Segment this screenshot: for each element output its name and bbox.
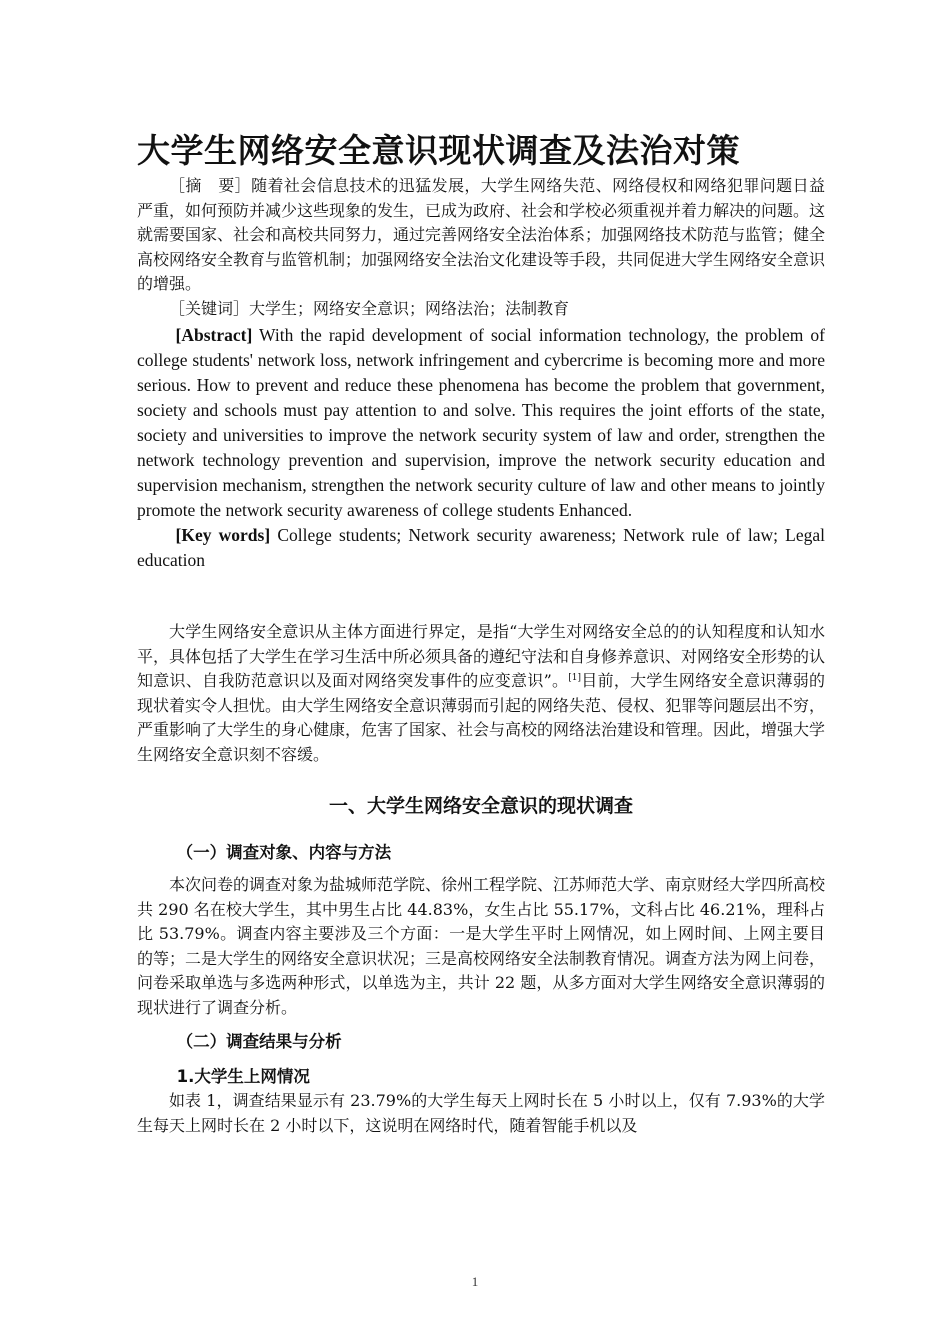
keywords-cn-label: ［关键词］: [169, 298, 250, 318]
paper-title: 大学生网络安全意识现状调查及法治对策: [137, 131, 740, 170]
subsection-heading-1: （一）调查对象、内容与方法: [176, 843, 392, 862]
abstract-cn: [137, 174, 825, 297]
item-1-paragraph: 如表 1，调查结果显示有 23.79%的大学生每天上网时长在 5 小时以上，仅有 7.93%的大学生每天上网时长在 2 小时以下，这说明在网络时代，随着智能手机以及: [137, 1091, 825, 1135]
citation-ref: [1]: [568, 673, 582, 683]
abstract-en: [137, 323, 825, 523]
intro-paragraph: [137, 620, 825, 767]
intro-text-part1: 大学生网络安全意识从主体方面进行界定，是指“大学生对网络安全总的的认知程度和认知水平，具体包括了大学生在学习生活中所必须具备的遵纪守法和自身修养意识、对网络安全形势的认知意识、自我防范意识以及面对网络突发事件的应变意识”。: [137, 622, 826, 690]
abstract-cn-label: ［摘 要］: [169, 176, 252, 195]
keywords-en-label: [Key words]: [175, 525, 271, 545]
subsection-1-paragraph: 本次问卷的调查对象为盐城师范学院、徐州工程学院、江苏师范大学、南京财经大学四所高校共 290 名在校大学生，其中男生占比 44.83%，女生占比 55.17%，文科占比 46.21%，理科占比 53.79%。调查内容主要涉及三个方面：一是大学生平时上网情况，如上网时间、上网主要目的等；二是大学生的网络安全意识状况；三是高校网络安全法制教育情况。调查方法为网上问卷，问卷采取单选与多选两种形式，以单选为主，共计 22 题，从多方面对大学生网络安全意识薄弱的现状进行了调查分析。: [137, 875, 826, 1017]
spacer: [137, 573, 825, 620]
keywords-cn-text: 大学生；网络安全意识；网络法治；法制教育: [249, 298, 570, 318]
keywords-cn: [137, 297, 825, 322]
abstract-en-label: [Abstract]: [175, 325, 253, 345]
document-page: [137, 128, 825, 1138]
page-number: 1: [471, 1274, 479, 1289]
subsection-heading-2: （二）调查结果与分析: [176, 1032, 342, 1051]
item-heading-1: 1.大学生上网情况: [176, 1067, 310, 1086]
keywords-en: [137, 523, 825, 573]
abstract-en-text: With the rapid development of social information technology, the problem of college students' network loss, network infringement and cybercrime is becoming more and more serious. How to prevent and reduce these phenomena has become the problem that government, society and schools must pay attention to and solve. This requires the joint efforts of the state, society and universities to improve the network security system of law and order, strengthen the network technology prevention and supervision, improve the network security education and supervision mechanism, strengthen the network security culture of law and other means to jointly promote the network security awareness of college students Enhanced.: [137, 325, 825, 520]
intro-text-part2: 目前，大学生网络安全意识薄弱的现状着实令人担忧。由大学生网络安全意识薄弱而引起的网络失范、侵权、犯罪等问题层出不穷，严重影响了大学生的身心健康，危害了国家、社会与高校的网络法治建设和管理。因此，增强大学生网络安全意识刻不容缓。: [137, 671, 826, 764]
abstract-cn-text: 随着社会信息技术的迅猛发展，大学生网络失范、网络侵权和网络犯罪问题日益严重，如何预防并减少这些现象的发生，已成为政府、社会和学校必须重视并着力解决的问题。这就需要国家、社会和高校共同努力，通过完善网络安全法治体系；加强网络技术防范与监管；健全高校网络安全教育与监管机制；加强网络安全法治文化建设等手段，共同促进大学生网络安全意识的增强。: [137, 176, 826, 293]
keywords-en-text: College students; Network security awareness; Network rule of law; Legal education: [137, 525, 826, 570]
section-heading: 一、大学生网络安全意识的现状调查: [328, 795, 633, 817]
